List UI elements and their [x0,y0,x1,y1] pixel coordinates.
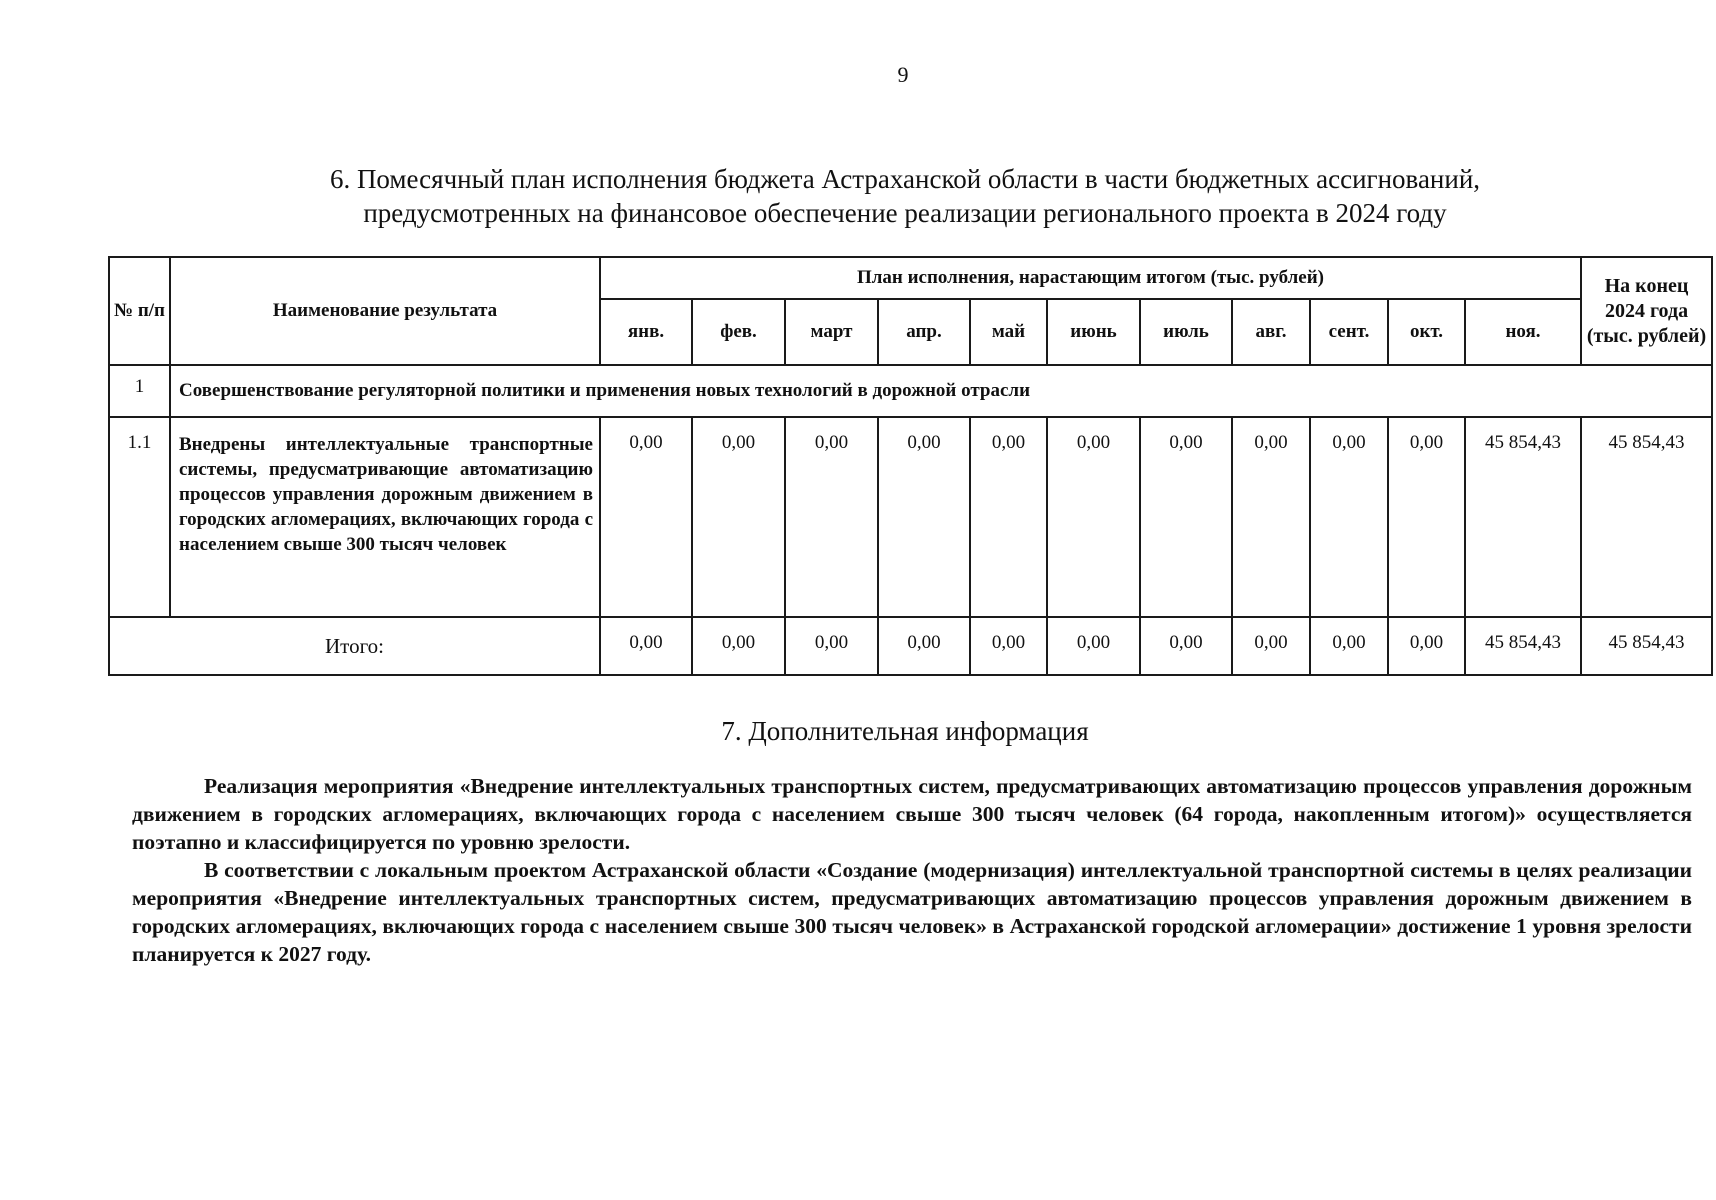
header-month: июль [1140,299,1232,365]
total-value: 0,00 [1140,617,1232,675]
total-value: 0,00 [970,617,1047,675]
header-month: июнь [1047,299,1140,365]
item-value: 0,00 [878,417,970,617]
header-month: март [785,299,878,365]
item-value: 0,00 [1388,417,1465,617]
header-month: май [970,299,1047,365]
header-end-of-year [1581,257,1712,365]
section-6-title-line2: предусмотренных на финансовое обеспечение реализации регионального проекта в 2024 году [363,198,1447,228]
header-end-line3: (тыс. рублей) [1586,324,1707,347]
info-paragraph-1: Реализация мероприятия «Внедрение интеллектуальных транспортных систем, предусматривающих автоматизацию процессов управления дорожным движением в городских агломерациях, включающих города с населением свыше 300 тысяч человек (64 города, накопленным итогом)» осуществляется поэтапно и классифицируется по уровню зрелости. [132,774,1692,854]
item-value: 45 854,43 [1465,417,1581,617]
total-value: 0,00 [1388,617,1465,675]
section-row-num: 1 [109,365,170,417]
header-month: янв. [600,299,692,365]
section-6-title [110,162,1700,230]
total-end-value: 45 854,43 [1581,617,1712,675]
item-end-value: 45 854,43 [1581,417,1712,617]
header-month: ноя. [1465,299,1581,365]
header-month: фев. [692,299,785,365]
section-row-name: Совершенствование регуляторной политики и применения новых технологий в дорожной отрасли [170,365,1712,417]
info-paragraph-2: В соответствии с локальным проектом Астраханской области «Создание (модернизация) интеллектуальной транспортной системы в целях реализации мероприятия «Внедрение интеллектуальных транспортных систем, предусматривающих автоматизацию процессов управления дорожным движением в городских агломерациях, включающих города с населением свыше 300 тысяч человек» в Астраханской городской агломерации» достижение 1 уровня зрелости планируется к 2027 году. [132,858,1692,966]
header-end-line2: 2024 года [1604,299,1689,322]
total-value: 0,00 [1232,617,1310,675]
header-plan: План исполнения, нарастающим итогом (тыс. рублей) [600,257,1581,299]
header-month: авг. [1232,299,1310,365]
section-6-title-line1: 6. Помесячный план исполнения бюджета Астраханской области в части бюджетных ассигнований, [329,164,1481,194]
item-value: 0,00 [970,417,1047,617]
item-value: 0,00 [1232,417,1310,617]
total-value: 0,00 [878,617,970,675]
total-value: 0,00 [785,617,878,675]
item-value: 0,00 [692,417,785,617]
header-num: № п/п [109,257,170,365]
item-value: 0,00 [600,417,692,617]
total-value: 0,00 [1310,617,1388,675]
budget-plan-table [108,256,1713,676]
item-value: 0,00 [1140,417,1232,617]
item-row-num: 1.1 [109,417,170,617]
header-month: окт. [1388,299,1465,365]
item-value: 0,00 [1047,417,1140,617]
section-7-title: 7. Дополнительная информация [721,716,1089,746]
header-month: апр. [878,299,970,365]
total-value: 0,00 [1047,617,1140,675]
header-name: Наименование результата [170,257,600,365]
additional-info [132,772,1692,968]
page-number: 9 [897,62,909,87]
item-value: 0,00 [785,417,878,617]
header-end-line1: На конец [1604,274,1689,297]
total-label: Итого: [109,617,600,675]
total-value: 0,00 [600,617,692,675]
item-row-name: Внедрены интеллектуальные транспортные системы, предусматривающие автоматизацию процессов управления дорожным движением в городских агломерациях, включающих города с населением свыше 300 тысяч человек [170,417,600,617]
header-month: сент. [1310,299,1388,365]
total-value: 45 854,43 [1465,617,1581,675]
total-value: 0,00 [692,617,785,675]
item-value: 0,00 [1310,417,1388,617]
